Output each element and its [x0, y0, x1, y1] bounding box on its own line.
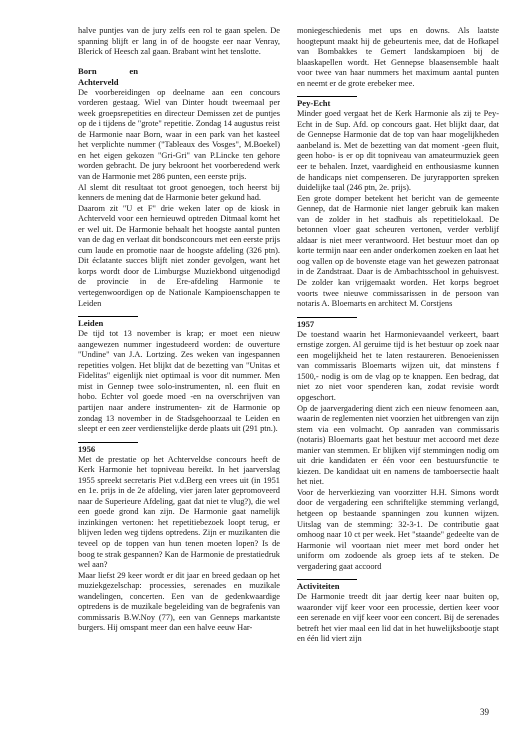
right-intro-paragraph: moniegeschiedenis met ups en downs. Als laatste hoogtepunt maakt hij de gebeurtenis mee, dat de Hofkapel van Bombakkes te Gemert landskampioen bij de blaaskapellen wordt. Het Gennepse blaasensemble haalt voor twee van haar nummers het maximum aantal punten en neemt er de grote erebeker mee.	[297, 26, 499, 88]
heading-born-en-achterveld: Born en Achterveld	[78, 65, 138, 87]
heading-pey-echt: Pey-Echt	[297, 96, 357, 109]
heading-1957: 1957	[297, 317, 357, 330]
heading-leiden: Leiden	[78, 316, 138, 329]
heading-activiteiten: Activiteiten	[297, 579, 357, 592]
right-column	[297, 26, 499, 645]
1956-paragraph-2: Maar liefst 29 keer wordt er dit jaar en breed gedaan op het muziekgezelschap: processies, serenades en muzikale wandelingen, concerten. Een van de gedenkwaardige optredens is de muzikale begeleiding van de begrafenis van commissaris B.W.Noy (77), een van Genneps markantste burgers. Hij omspant meer dan een halve eeuw Har-	[78, 570, 280, 633]
page-number: 39	[480, 707, 489, 717]
heading-1956: 1956	[78, 442, 138, 455]
1957-paragraph-3: Voor de herverkiezing van voorzitter H.H. Simons wordt door de vergadering een schriftelijke stemming verlangd, hetgeen op bestaande spanningen zou kunnen wijzen. Uitslag van de stemming: 32-3-1. De contributie gaat omhoog naar 10 ct per week. Het "staande" gedeelte van de Harmonie wil voortaan niet meer met bord onder het uniform om zodoende als groep iets af te steken. De vergadering gaat accoord	[297, 487, 499, 571]
1956-paragraph-1: Met de prestatie op het Achterveldse concours heeft de Kerk Harmonie het topniveau bereikt. In het jaarverslag 1955 spreekt secretaris Piet v.d.Berg een vrees uit (in 1951 en 1e. prijs in de 2e afdeling, vier jaren later gepromoveerd naar de Superieure Afdeling, gaat dat niet te vlug?), die wel een goede grond kan zijn. De Harmonie gaat namelijk inzinkingen vertonen: het repetitiebezoek loopt terug, er blijven leden weg tijdens optredens. Zijn er muzikanten die teveel op de toppen van hun tenen moeten lopen? Is de boog te strak gespannen? Kan de Harmonie de prestatiedruk wel aan?	[78, 454, 280, 570]
left-column	[78, 26, 280, 634]
born-paragraph-2: Al slemt dit resultaat tot groot genoegen, toch heerst bij kenners de mening dat de Harmonie beter gekund had.	[78, 182, 280, 203]
left-intro-paragraph: halve puntjes van de jury zelfs een rol te gaan spelen. De spanning blijft er lang in of de hoogste eer naar Venray, Blerick of Heesch zal gaan. Brabant wint het tenslotte.	[78, 26, 280, 57]
activiteiten-paragraph: De Harmonie treedt dit jaar dertig keer naar buiten op, waaronder vijf keer voor een processie, dertien keer voor een serenade en vijf keer voor een concert. Bij de serenades betreft het vier maal een lid dat in het huwelijksbootje stapt en één lid viert zijn	[297, 592, 499, 644]
born-paragraph-1: De voorbereidingen op deelname aan een concours vorderen gestaag. Wiel van Dinter houdt tweemaal per week groepsrepetities en directeur Demissen zet de puntjes op de i tijdens de "grote" repetitie. Zondag 14 augustus reist de Harmonie naar Born, waar in een park van het kasteel het verplichte nummer ("Tableaux des Vosges", M.Boekel) en het eigen gekozen "Gri-Gri" van P.Lincke ten gehore worden gebracht. De jury bekroont het voorberedend werk van de Harmonie met 286 punten, een eerste prijs.	[78, 87, 280, 182]
born-paragraph-3: Daarom zit "U et F" drie weken later op de kiosk in Achterveld voor een hernieuwd optreden Ditmaal komt het er wel uit. De Harmonie behaalt het hoogste aantal punten van de dag en verlaat dit bondsconcours met een eerste prijs cum laude en promotie naar de hoogste afdeling (326 ptn). Dit éclatante succes blijft niet zonder gevolgen, want het korps wordt door de Limburgse Muziekbond uitgenodigd de provincie in de Ere-afdeling Harmonie te vertegenwoordigen op de Nationale Kampioenschappen te Leiden	[78, 203, 280, 308]
1957-paragraph-1: De toestand waarin het Harmonievaandel verkeert, baart ernstige zorgen. Al geruime tijd is het bestuur op zoek naar een mogelijkheid het te laten restaureren. Benoeienissen van commissaris Bloemarts wijzen uit, dat minstens f 1500,- nodig is om de vlag op te knappen. Een bedrag, dat niet zo niet voor spenderen kan, zodat revisie wordt opgeschort.	[297, 329, 499, 402]
pey-echt-paragraph-1: Minder goed vergaat het de Kerk Harmonie als zij te Pey-Echt in de Sup. Afd. op concours gaat. Het blijkt daar, dat de Gennepse Harmonie dat de top van haar mogelijkheden aanbeland is. Met de bezetting van dat moment -geen fluit, geen hobo- is er op dit topniveau van amateurmuziek geen eer te behalen. Inzet, vaardigheid en enthousiasme kunnen de handicaps niet compenseren. De juryrapporten spreken duidelijke taal (246 ptn, 2e. prijs).	[297, 109, 499, 193]
1957-paragraph-2: Op de jaarvergadering dient zich een nieuw fenomeen aan, waarin de reglementen niet voorzien het uitbrengen van zijn stem via een volmacht. Op aanraden van commissaris (notaris) Bloemarts gaat het bestuur met accoord met deze manier van stemmen. Er blijken vijf stemmingen nodig om uit drie kandidaten er één voor een bestuursfunctie te kiezen. De kandidaat uit en namens de tamboersectie haalt het niet.	[297, 403, 499, 487]
pey-echt-paragraph-2: Een grote domper betekent het bericht van de gemeente Gennep, dat de Harmonie niet langer gebruik kan maken van de zolder in het stadhuis als repetitielokaal. De betonnen vloer gaat scheuren vertonen, verder verblijf aldaar is niet meer verantwoord. Het bestuur moet dan op korte termijn naar een ander onderkomen zoeken en laat het oog vallen op de bovenste etage van het gewezen patronaat in de Zandstraat. Daar is de Ambachtsschool in gehuisvest. De zolder kan vrijgemaakt worden. Het korps begroet voorts twee nieuwe commissarissen in de persoon van notaris A. Bloemarts en architect M. Corstjens	[297, 193, 499, 309]
leiden-paragraph: De tijd tot 13 november is krap; er moet een nieuw aangewezen nummer ingestudeerd worden: de ouverture "Undine" van J.A. Lortzing. Zes weken van ingespannen repetities volgen. Het blijkt dat de bezetting van "Unitas et Fidelitas" eigenlijk niet optimaal is voor dit nummer. Men mist in Gennep twee solo-instrumenten, nl. een fluit en hobo. Echter vol goede moed -en na overschrijven van partijen naar andere instrumenten- zit de Harmonie op zondag 13 november in de Stadsgehoorzaal te Leiden en sleept er een zeer verdienstelijke derde plaats uit (291 ptn.).	[78, 329, 280, 434]
